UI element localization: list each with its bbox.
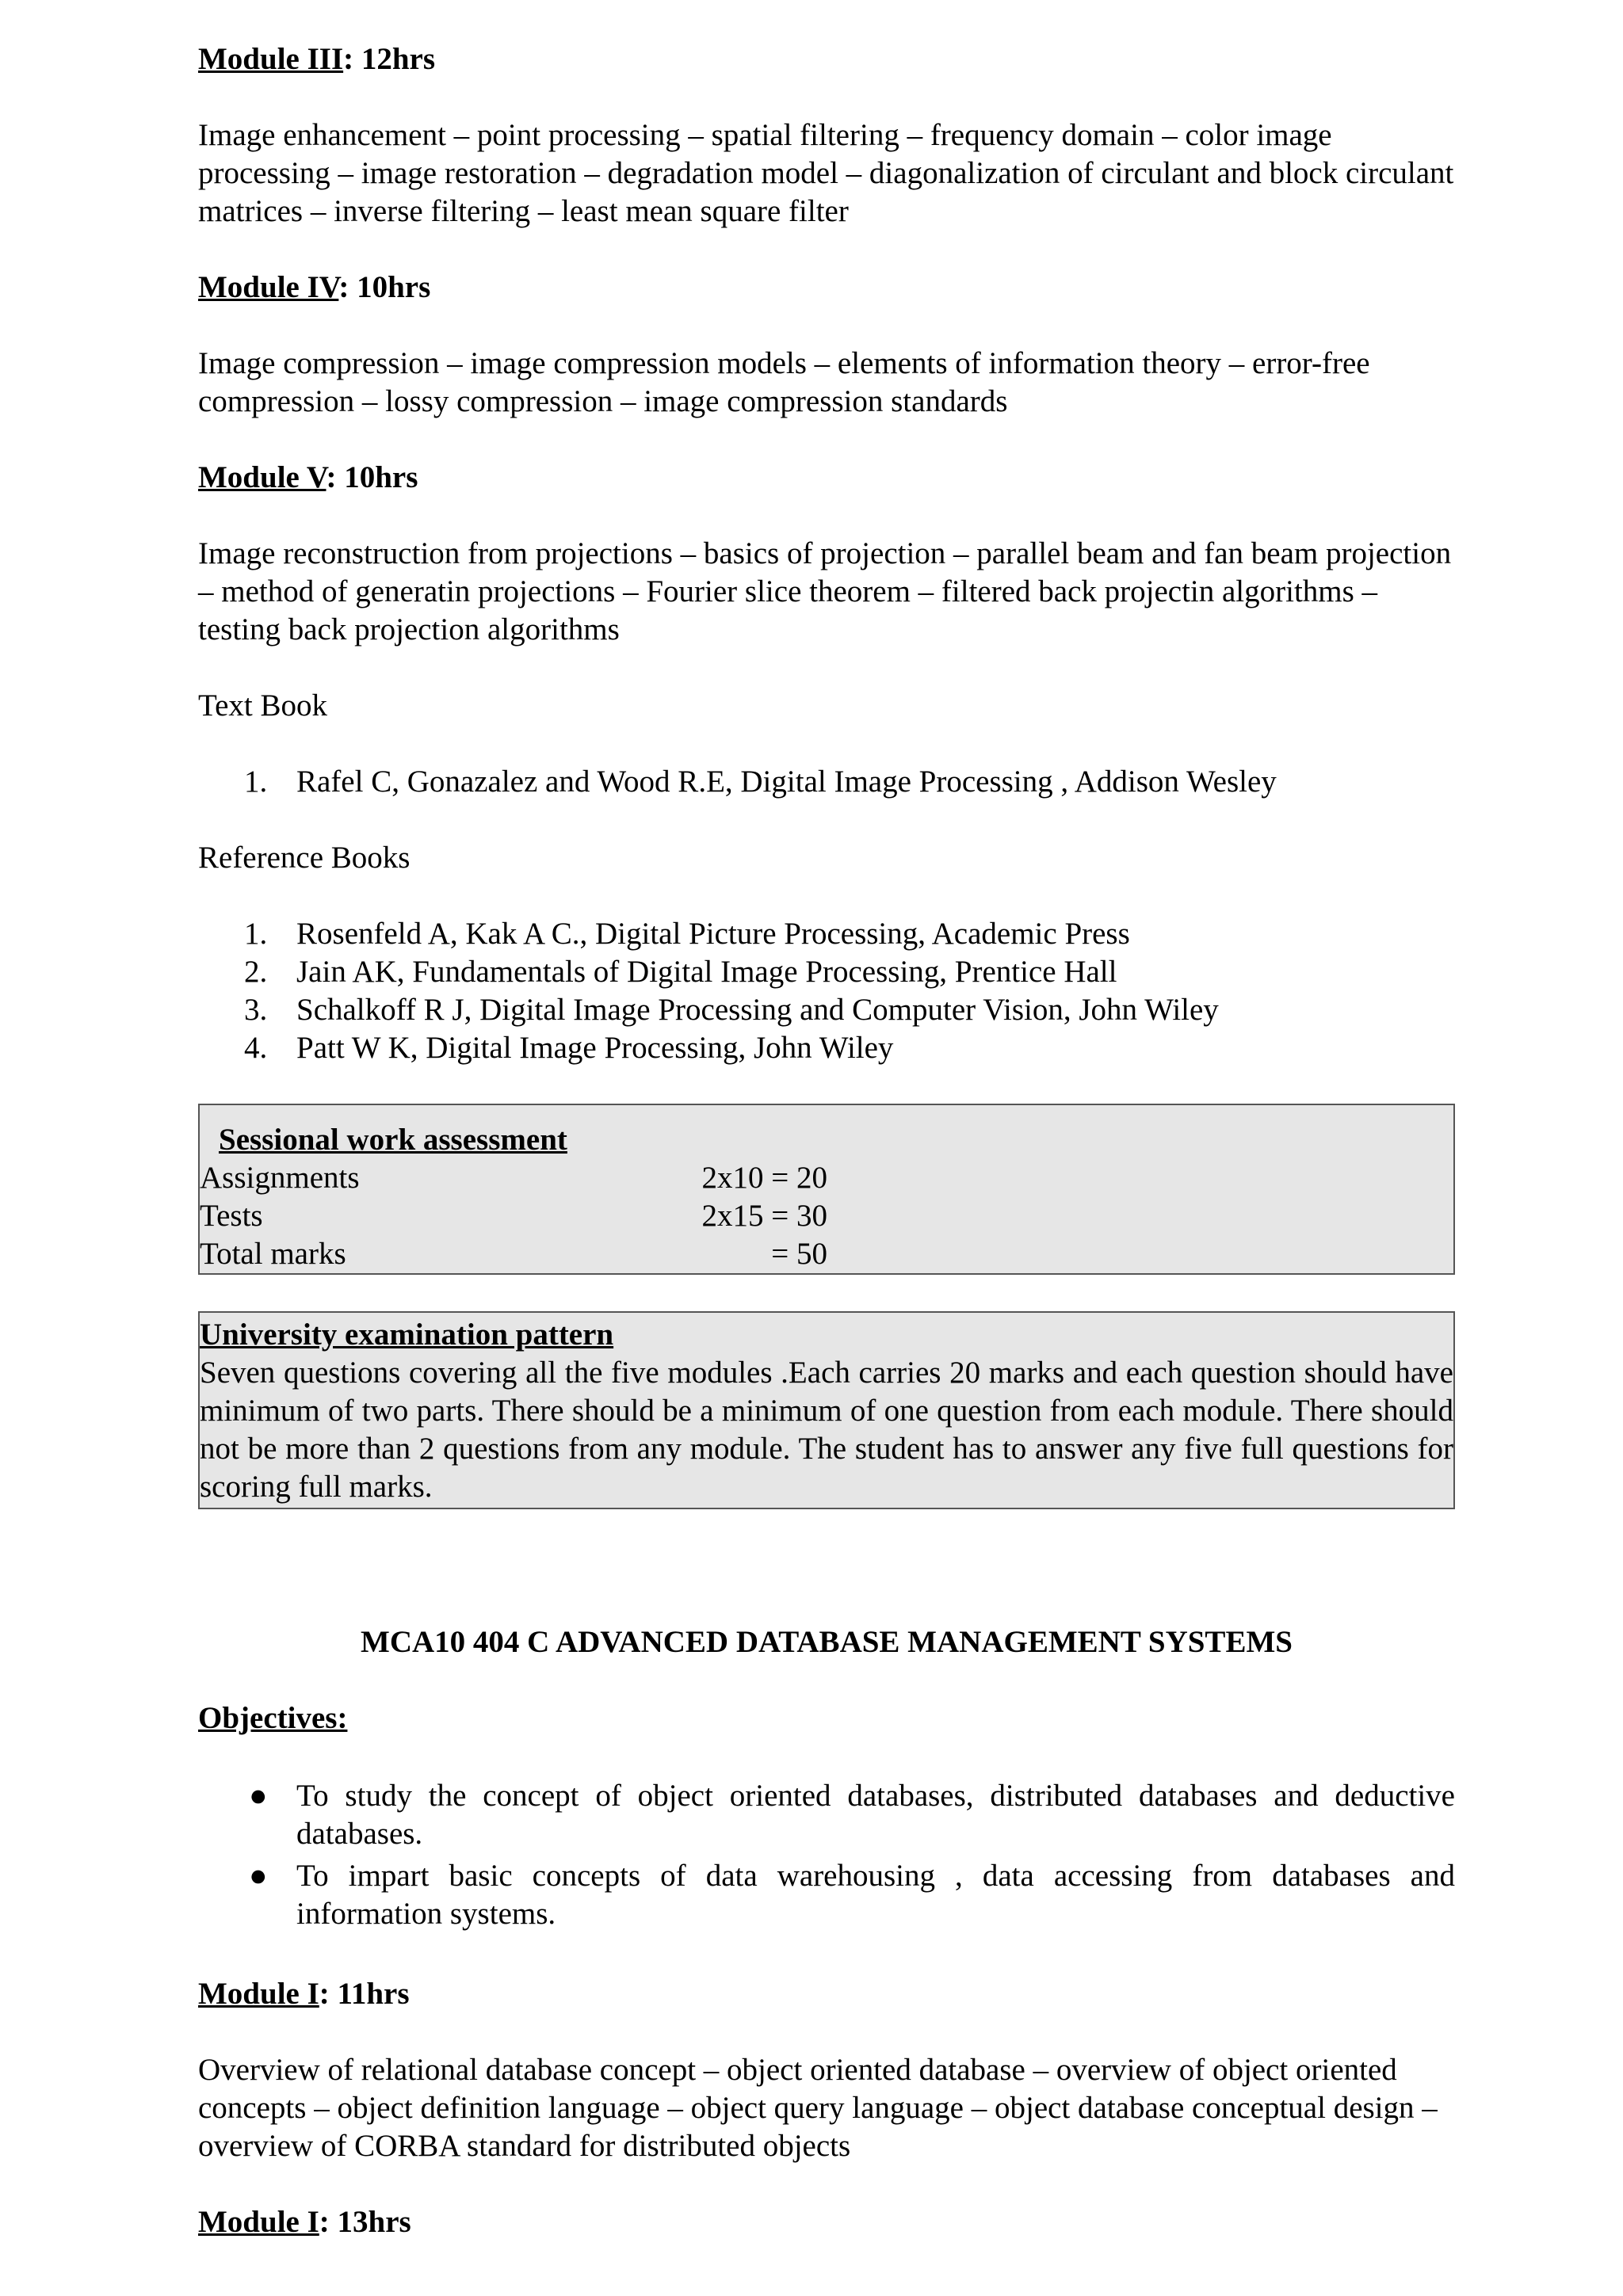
module-3-text: Image enhancement – point processing – spatial filtering – frequency domain – color image processing – image restoration – degradation model – diagonalization of circulant and block circulant matrices – inverse filtering – least mean square filter: [198, 118, 1454, 228]
module-5-label: Module V: [198, 460, 327, 494]
module-5-hours: : 10hrs: [326, 460, 418, 494]
sessional-label: Assignments: [200, 1161, 360, 1195]
module-4-heading: [198, 269, 1455, 307]
module-3-heading: [198, 40, 1455, 78]
sessional-value: = 50: [771, 1237, 827, 1271]
sessional-label: Total marks: [200, 1237, 346, 1271]
list-text: Jain AK, Fundamentals of Digital Image Processing, Prentice Hall: [296, 955, 1117, 989]
module-5-heading: [198, 459, 1455, 497]
course-title: MCA10 404 C ADVANCED DATABASE MANAGEMENT SYSTEMS: [361, 1625, 1293, 1659]
module-4-label: Module IV: [198, 270, 339, 304]
course-module-1-heading: [198, 1975, 1455, 2013]
table-row: [200, 1159, 1453, 1197]
exam-text: Seven questions covering all the five modules .Each carries 20 marks and each question should have minimum of two parts. There should be a minimum of one question from each module. There should not be more than 2 questions from any module. The student has to answer any five full questions for scoring full marks.: [200, 1356, 1453, 1504]
course-module-1-text: Overview of relational database concept – object oriented database – overview of object oriented concepts – object definition language – object query language – object database conceptual design – overview of CORBA standard for distributed objects: [198, 2053, 1438, 2163]
list-text: Patt W K, Digital Image Processing, John Wiley: [296, 1031, 894, 1065]
objectives-heading: Objectives:: [198, 1701, 348, 1735]
list-number: 3.: [244, 993, 268, 1027]
list-text: Schalkoff R J, Digital Image Processing and Computer Vision, John Wiley: [296, 993, 1219, 1027]
course-module-1b-label: Module I: [198, 2205, 319, 2239]
sessional-value: 2x15 = 30: [701, 1199, 827, 1233]
exam-pattern-box: [198, 1311, 1455, 1509]
exam-title: University examination pattern: [200, 1318, 614, 1352]
module-3-hours: : 12hrs: [343, 42, 436, 76]
sessional-label: Tests: [200, 1199, 263, 1233]
module-4-hours: : 10hrs: [338, 270, 431, 304]
bullet-icon: ●: [249, 1859, 268, 1893]
list-number: 2.: [244, 955, 268, 989]
course-module-1b-hours: : 13hrs: [319, 2205, 411, 2239]
sessional-assessment-box: [198, 1104, 1455, 1275]
objectives-list: [198, 1777, 1455, 1933]
module-3-label: Module III: [198, 42, 344, 76]
bullet-icon: ●: [249, 1779, 268, 1813]
course-module-1b-heading: [198, 2203, 1455, 2241]
references-list: [198, 915, 1455, 1067]
list-text: Rafel C, Gonazalez and Wood R.E, Digital Image Processing , Addison Wesley: [296, 765, 1277, 799]
table-row: [200, 1235, 1453, 1273]
list-item: [198, 1029, 1455, 1067]
list-item: [198, 991, 1455, 1029]
list-item: [198, 763, 1455, 801]
list-text: Rosenfeld A, Kak A C., Digital Picture Processing, Academic Press: [296, 917, 1130, 951]
sessional-value: 2x10 = 20: [701, 1161, 827, 1195]
list-item: [198, 915, 1455, 953]
module-4-text: Image compression – image compression models – elements of information theory – error-free compression – lossy compression – image compression standards: [198, 346, 1370, 418]
module-5-text: Image reconstruction from projections – basics of projection – parallel beam and fan beam projection – method of generatin projections – Fourier slice theorem – filtered back projectin algorithms – testing back projection algorithms: [198, 536, 1452, 646]
references-heading: Reference Books: [198, 841, 411, 875]
objective-text: To study the concept of object oriented databases, distributed databases and deductive databases.: [296, 1779, 1455, 1851]
list-item: [198, 1857, 1455, 1933]
list-number: 1.: [244, 917, 268, 951]
textbook-list: [198, 763, 1455, 801]
list-number: 4.: [244, 1031, 268, 1065]
table-row: [200, 1197, 1453, 1235]
list-item: [198, 1777, 1455, 1853]
textbook-heading: Text Book: [198, 688, 328, 723]
sessional-title: Sessional work assessment: [219, 1123, 567, 1157]
list-number: 1.: [244, 765, 268, 799]
course-module-1-hours: : 11hrs: [319, 1977, 410, 2011]
course-module-1-label: Module I: [198, 1977, 319, 2011]
list-item: [198, 953, 1455, 991]
objective-text: To impart basic concepts of data warehousing , data accessing from databases and information systems.: [296, 1859, 1455, 1931]
